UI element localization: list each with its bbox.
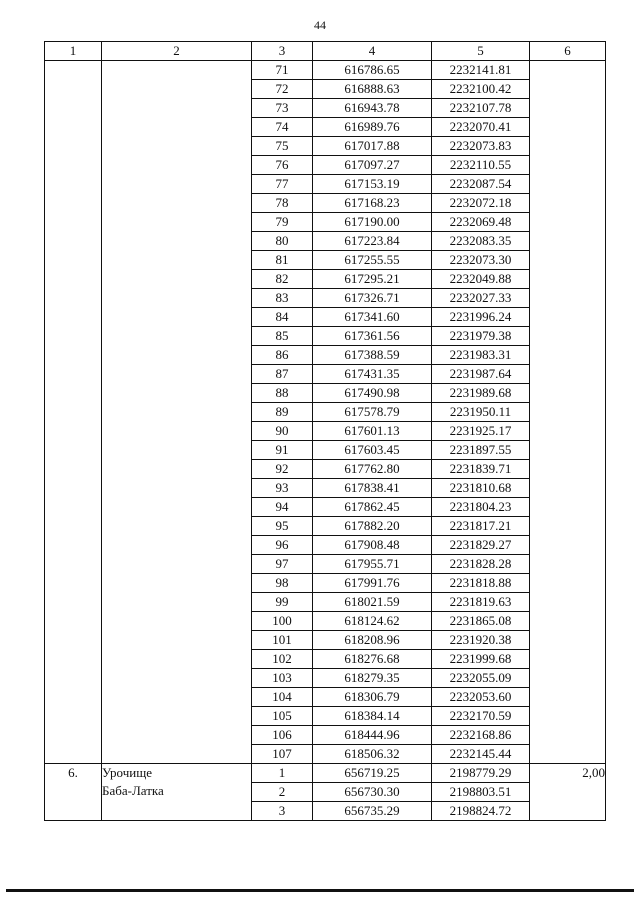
coordinate-y: 2232110.55 — [432, 156, 530, 175]
coordinate-y: 2198779.29 — [432, 764, 530, 783]
page-number: 44 — [314, 18, 326, 32]
point-number: 81 — [252, 251, 313, 270]
point-number: 77 — [252, 175, 313, 194]
coordinate-y: 2232107.78 — [432, 99, 530, 118]
point-number: 85 — [252, 327, 313, 346]
point-number: 105 — [252, 707, 313, 726]
point-number: 3 — [252, 802, 313, 821]
point-number: 86 — [252, 346, 313, 365]
coordinate-x: 617190.00 — [313, 213, 432, 232]
point-number: 73 — [252, 99, 313, 118]
coordinate-y: 2232069.48 — [432, 213, 530, 232]
coordinate-y: 2231817.21 — [432, 517, 530, 536]
entry-area: 2,00 — [530, 764, 606, 821]
table-row — [45, 61, 606, 80]
column-header-1: 1 — [45, 42, 102, 61]
coordinate-y: 2198824.72 — [432, 802, 530, 821]
coordinate-x: 656719.25 — [313, 764, 432, 783]
coordinate-x: 617361.56 — [313, 327, 432, 346]
point-number: 101 — [252, 631, 313, 650]
coordinate-x: 617341.60 — [313, 308, 432, 327]
column-header-5: 5 — [432, 42, 530, 61]
point-number: 71 — [252, 61, 313, 80]
coordinate-x: 617153.19 — [313, 175, 432, 194]
coordinate-x: 617223.84 — [313, 232, 432, 251]
coordinate-y: 2232168.86 — [432, 726, 530, 745]
coordinate-y: 2231950.11 — [432, 403, 530, 422]
point-number: 84 — [252, 308, 313, 327]
coordinate-x: 618279.35 — [313, 669, 432, 688]
point-number: 107 — [252, 745, 313, 764]
table-row — [45, 764, 606, 783]
coordinate-y: 2232170.59 — [432, 707, 530, 726]
point-group-number-cell — [45, 61, 102, 764]
coordinate-y: 2232070.41 — [432, 118, 530, 137]
point-number: 72 — [252, 80, 313, 99]
point-number: 93 — [252, 479, 313, 498]
coordinate-y: 2232083.35 — [432, 232, 530, 251]
column-header-6: 6 — [530, 42, 606, 61]
coordinate-y: 2231987.64 — [432, 365, 530, 384]
coordinate-y: 2231819.63 — [432, 593, 530, 612]
point-number: 97 — [252, 555, 313, 574]
coordinate-x: 617908.48 — [313, 536, 432, 555]
coordinates-table — [44, 41, 606, 821]
entry-name-line: Урочище — [102, 765, 153, 780]
coordinate-y: 2231925.17 — [432, 422, 530, 441]
point-number: 2 — [252, 783, 313, 802]
point-group-name-cell — [102, 61, 252, 764]
point-number: 90 — [252, 422, 313, 441]
coordinate-x: 617097.27 — [313, 156, 432, 175]
coordinate-x: 656730.30 — [313, 783, 432, 802]
bottom-rule — [6, 889, 634, 892]
coordinate-y: 2232055.09 — [432, 669, 530, 688]
coordinate-y: 2231996.24 — [432, 308, 530, 327]
coordinate-x: 617017.88 — [313, 137, 432, 156]
coordinate-y: 2231989.68 — [432, 384, 530, 403]
coordinate-x: 617168.23 — [313, 194, 432, 213]
coordinate-y: 2232053.60 — [432, 688, 530, 707]
coordinate-y: 2232145.44 — [432, 745, 530, 764]
coordinate-y: 2231897.55 — [432, 441, 530, 460]
coordinate-x: 617838.41 — [313, 479, 432, 498]
column-header-4: 4 — [313, 42, 432, 61]
coordinate-y: 2231828.28 — [432, 555, 530, 574]
point-number: 74 — [252, 118, 313, 137]
column-header-3: 3 — [252, 42, 313, 61]
header-row — [45, 42, 606, 61]
area-cell — [530, 61, 606, 764]
coordinate-y: 2232100.42 — [432, 80, 530, 99]
coordinate-x: 616888.63 — [313, 80, 432, 99]
coordinate-x: 617762.80 — [313, 460, 432, 479]
coordinate-x: 618021.59 — [313, 593, 432, 612]
coordinate-y: 2231804.23 — [432, 498, 530, 517]
coordinate-y: 2231810.68 — [432, 479, 530, 498]
point-number: 102 — [252, 650, 313, 669]
entry-number: 6. — [45, 764, 102, 821]
point-number: 83 — [252, 289, 313, 308]
coordinate-y: 2232072.18 — [432, 194, 530, 213]
coordinate-y: 2198803.51 — [432, 783, 530, 802]
coordinate-x: 616989.76 — [313, 118, 432, 137]
coordinate-y: 2231818.88 — [432, 574, 530, 593]
point-number: 95 — [252, 517, 313, 536]
coordinate-y: 2231920.38 — [432, 631, 530, 650]
point-number: 99 — [252, 593, 313, 612]
point-number: 76 — [252, 156, 313, 175]
coordinate-x: 617603.45 — [313, 441, 432, 460]
coordinate-y: 2231983.31 — [432, 346, 530, 365]
point-number: 91 — [252, 441, 313, 460]
point-number: 80 — [252, 232, 313, 251]
point-number: 104 — [252, 688, 313, 707]
coordinate-y: 2231865.08 — [432, 612, 530, 631]
point-number: 96 — [252, 536, 313, 555]
coordinate-x: 618208.96 — [313, 631, 432, 650]
table-body — [45, 61, 606, 821]
coordinate-x: 618444.96 — [313, 726, 432, 745]
point-number: 106 — [252, 726, 313, 745]
coordinate-x: 616943.78 — [313, 99, 432, 118]
coordinate-x: 617255.55 — [313, 251, 432, 270]
coordinate-y: 2232073.83 — [432, 137, 530, 156]
point-number: 79 — [252, 213, 313, 232]
coordinate-y: 2232073.30 — [432, 251, 530, 270]
coordinate-x: 616786.65 — [313, 61, 432, 80]
coordinate-x: 617862.45 — [313, 498, 432, 517]
coordinate-x: 617490.98 — [313, 384, 432, 403]
point-number: 100 — [252, 612, 313, 631]
coordinate-y: 2232087.54 — [432, 175, 530, 194]
entry-name-line: Баба-Латка — [102, 783, 164, 798]
coordinate-x: 618276.68 — [313, 650, 432, 669]
coordinate-x: 617388.59 — [313, 346, 432, 365]
coordinate-y: 2231829.27 — [432, 536, 530, 555]
coordinate-x: 618506.32 — [313, 745, 432, 764]
point-number: 94 — [252, 498, 313, 517]
point-number: 1 — [252, 764, 313, 783]
coordinate-x: 617955.71 — [313, 555, 432, 574]
coordinate-x: 618384.14 — [313, 707, 432, 726]
coordinate-x: 618124.62 — [313, 612, 432, 631]
point-number: 75 — [252, 137, 313, 156]
coordinate-y: 2231839.71 — [432, 460, 530, 479]
coordinate-x: 617326.71 — [313, 289, 432, 308]
column-header-2: 2 — [102, 42, 252, 61]
point-number: 89 — [252, 403, 313, 422]
point-number: 82 — [252, 270, 313, 289]
point-number: 98 — [252, 574, 313, 593]
coordinate-x: 618306.79 — [313, 688, 432, 707]
coordinate-x: 617578.79 — [313, 403, 432, 422]
coordinate-x: 617882.20 — [313, 517, 432, 536]
point-number: 78 — [252, 194, 313, 213]
coordinate-x: 617601.13 — [313, 422, 432, 441]
coordinate-y: 2231999.68 — [432, 650, 530, 669]
coordinate-y: 2232141.81 — [432, 61, 530, 80]
coordinate-x: 617431.35 — [313, 365, 432, 384]
coordinate-y: 2232049.88 — [432, 270, 530, 289]
point-number: 88 — [252, 384, 313, 403]
coordinate-x: 617991.76 — [313, 574, 432, 593]
point-number: 87 — [252, 365, 313, 384]
point-number: 103 — [252, 669, 313, 688]
coordinate-y: 2232027.33 — [432, 289, 530, 308]
coordinate-x: 656735.29 — [313, 802, 432, 821]
entry-name-cell — [102, 764, 252, 821]
point-number: 92 — [252, 460, 313, 479]
coordinate-y: 2231979.38 — [432, 327, 530, 346]
coordinate-x: 617295.21 — [313, 270, 432, 289]
